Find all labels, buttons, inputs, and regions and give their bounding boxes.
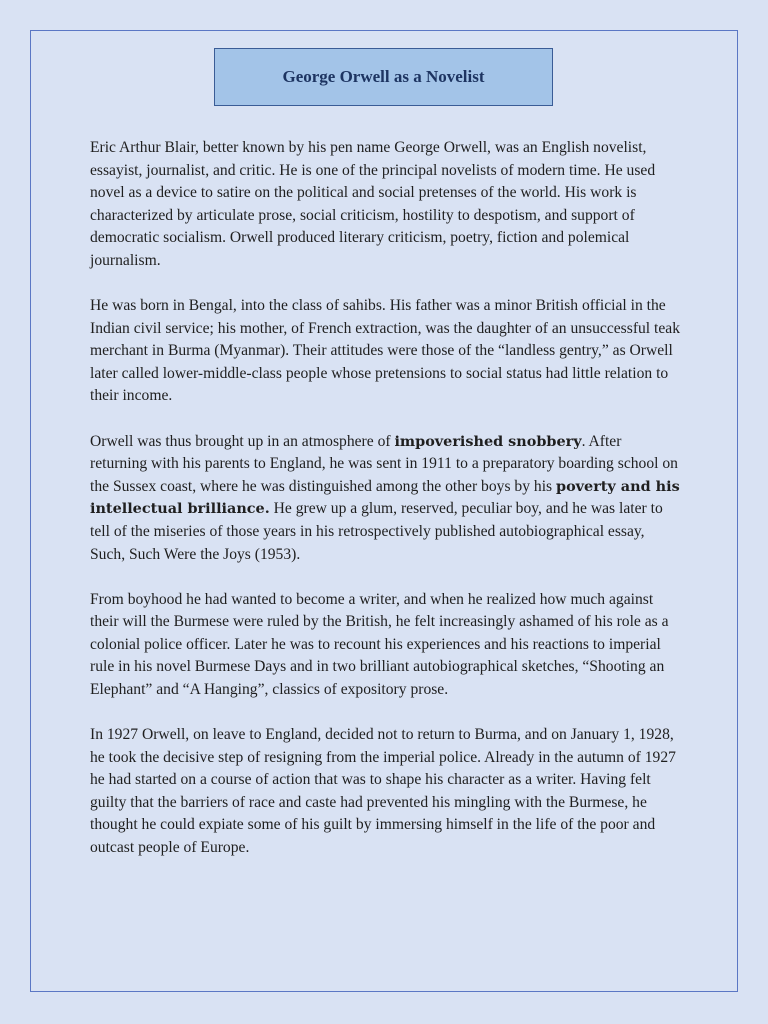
article-body [90, 137, 680, 882]
paragraph-3 [90, 431, 680, 567]
page-title: George Orwell as a Novelist [282, 67, 485, 86]
paragraph-5 [90, 724, 680, 860]
paragraph-4 [90, 589, 680, 702]
paragraph-text: In 1927 Orwell, on leave to England, decided not to return to Burma, and on January 1, 1928, he took the decisive step of resigning from the imperial police. Already in the autumn of 1927 he had started on a course of action that was to shape his character as a writer. Having felt guilty that the barriers of race and caste had prevented his mingling with the Burmese, he thought he could expiate some of his guilt by immersing himself in the life of the poor and outcast people of Europe. [90, 726, 676, 857]
bold-phrase: impoverished snobbery [394, 432, 582, 450]
paragraph-text: . After returning with his parents to England, he was sent in 1911 to a preparatory boarding school on the Sussex coast, where he was distinguished among the other boys by his [90, 432, 678, 495]
paragraph-1 [90, 137, 680, 273]
bold-phrase: poverty and his intellectual brilliance. [90, 477, 680, 518]
paragraph-text: He was born in Bengal, into the class of sahibs. His father was a minor British official in the Indian civil service; his mother, of French extraction, was the daughter of an unsuccessful teak merchant in Burma (Myanmar). Their attitudes were those of the “landless gentry,” as Orwell later called lower-middle-class people whose pretensions to social status had little relation to their income. [90, 297, 681, 405]
title-box [214, 48, 553, 106]
paragraph-text: He grew up a glum, reserved, peculiar boy, and he was later to tell of the miseries of those years in his retrospectively published autobiographical essay, Such, Such Were the Joys (1953). [90, 500, 663, 563]
paragraph-text: From boyhood he had wanted to become a writer, and when he realized how much against their will the Burmese were ruled by the British, he felt increasingly ashamed of his role as a colonial police officer. Later he was to recount his experiences and his reactions to imperial rule in his novel Burmese Days and in two brilliant autobiographical sketches, “Shooting an Elephant” and “A Hanging”, classics of expository prose. [90, 590, 669, 698]
paragraph-text: Orwell was thus brought up in an atmosphere of [90, 432, 395, 450]
paragraph-text: Eric Arthur Blair, better known by his pen name George Orwell, was an English novelist, essayist, journalist, and critic. He is one of the principal novelists of modern time. He used novel as a device to satire on the political and social pretenses of the world. His work is characterized by articulate prose, social criticism, hostility to despotism, and support of democratic socialism. Orwell produced literary criticism, poetry, fiction and polemical journalism. [90, 139, 656, 269]
paragraph-2 [90, 295, 680, 408]
